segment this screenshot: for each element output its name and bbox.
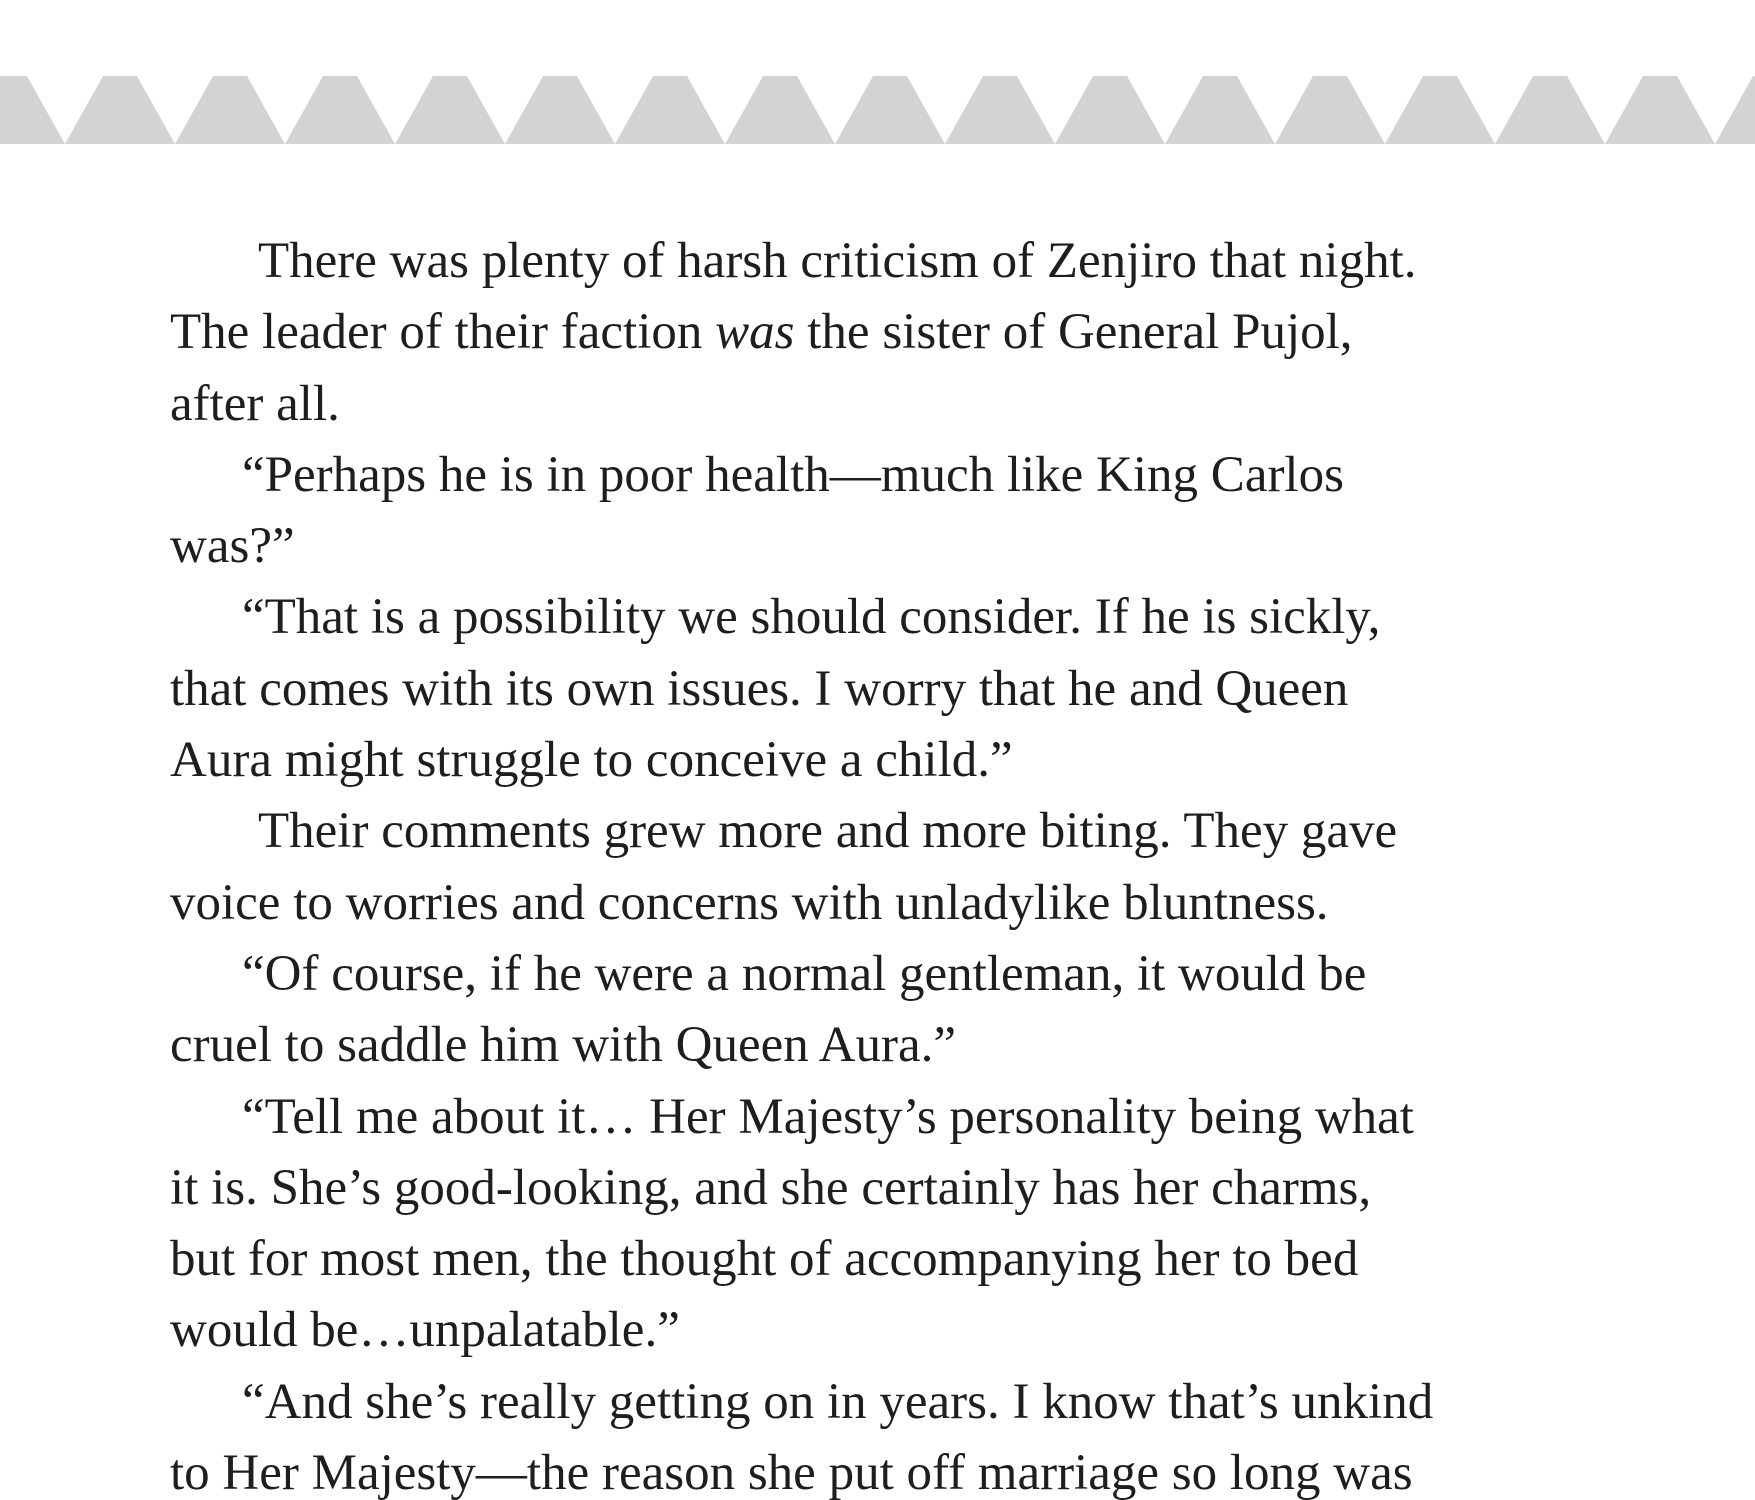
paragraph-line: “Tell me about it… Her Majesty’s personality being what: [242, 1088, 1414, 1145]
paragraph-line: “That is a possibility we should consider. If he is sickly,: [242, 589, 1381, 646]
paragraph-line: it is. She’s good-looking, and she certainly has her charms,: [170, 1159, 1372, 1216]
paragraph-line: to Her Majesty—the reason she put off marriage so long was: [170, 1445, 1413, 1500]
body-text: [170, 226, 1590, 1500]
paragraph-line: cruel to saddle him with Queen Aura.”: [170, 1017, 957, 1074]
paragraph-line: There was plenty of harsh criticism of Zenjiro that night.: [258, 233, 1417, 289]
paragraph-line: [170, 297, 1590, 368]
italic-emphasis: was: [715, 304, 795, 361]
paragraph-line: “Perhaps he is in poor health—much like King Carlos: [242, 446, 1344, 503]
paragraph-line: “Of course, if he were a normal gentleman, it would be: [242, 945, 1367, 1002]
paragraph-line: voice to worries and concerns with unladylike bluntness.: [170, 874, 1329, 931]
paragraph-line: was?”: [170, 518, 295, 575]
text-span: the sister of General Pujol,: [794, 304, 1353, 361]
paragraph-line: “And she’s really getting on in years. I know that’s unkind: [242, 1373, 1434, 1430]
text-span: The leader of their faction: [170, 304, 716, 361]
paragraph-line: would be…unpalatable.”: [170, 1302, 680, 1359]
paragraph-line: that comes with its own issues. I worry that he and Queen: [170, 660, 1349, 717]
paragraph-line: Their comments grew more and more biting. They gave: [258, 803, 1398, 860]
triangle-border-decoration: [0, 76, 1755, 144]
paragraph-line: but for most men, the thought of accompanying her to bed: [170, 1231, 1359, 1288]
paragraph-line: Aura might struggle to conceive a child.”: [170, 732, 1013, 789]
paragraph-line: after all.: [170, 375, 340, 432]
